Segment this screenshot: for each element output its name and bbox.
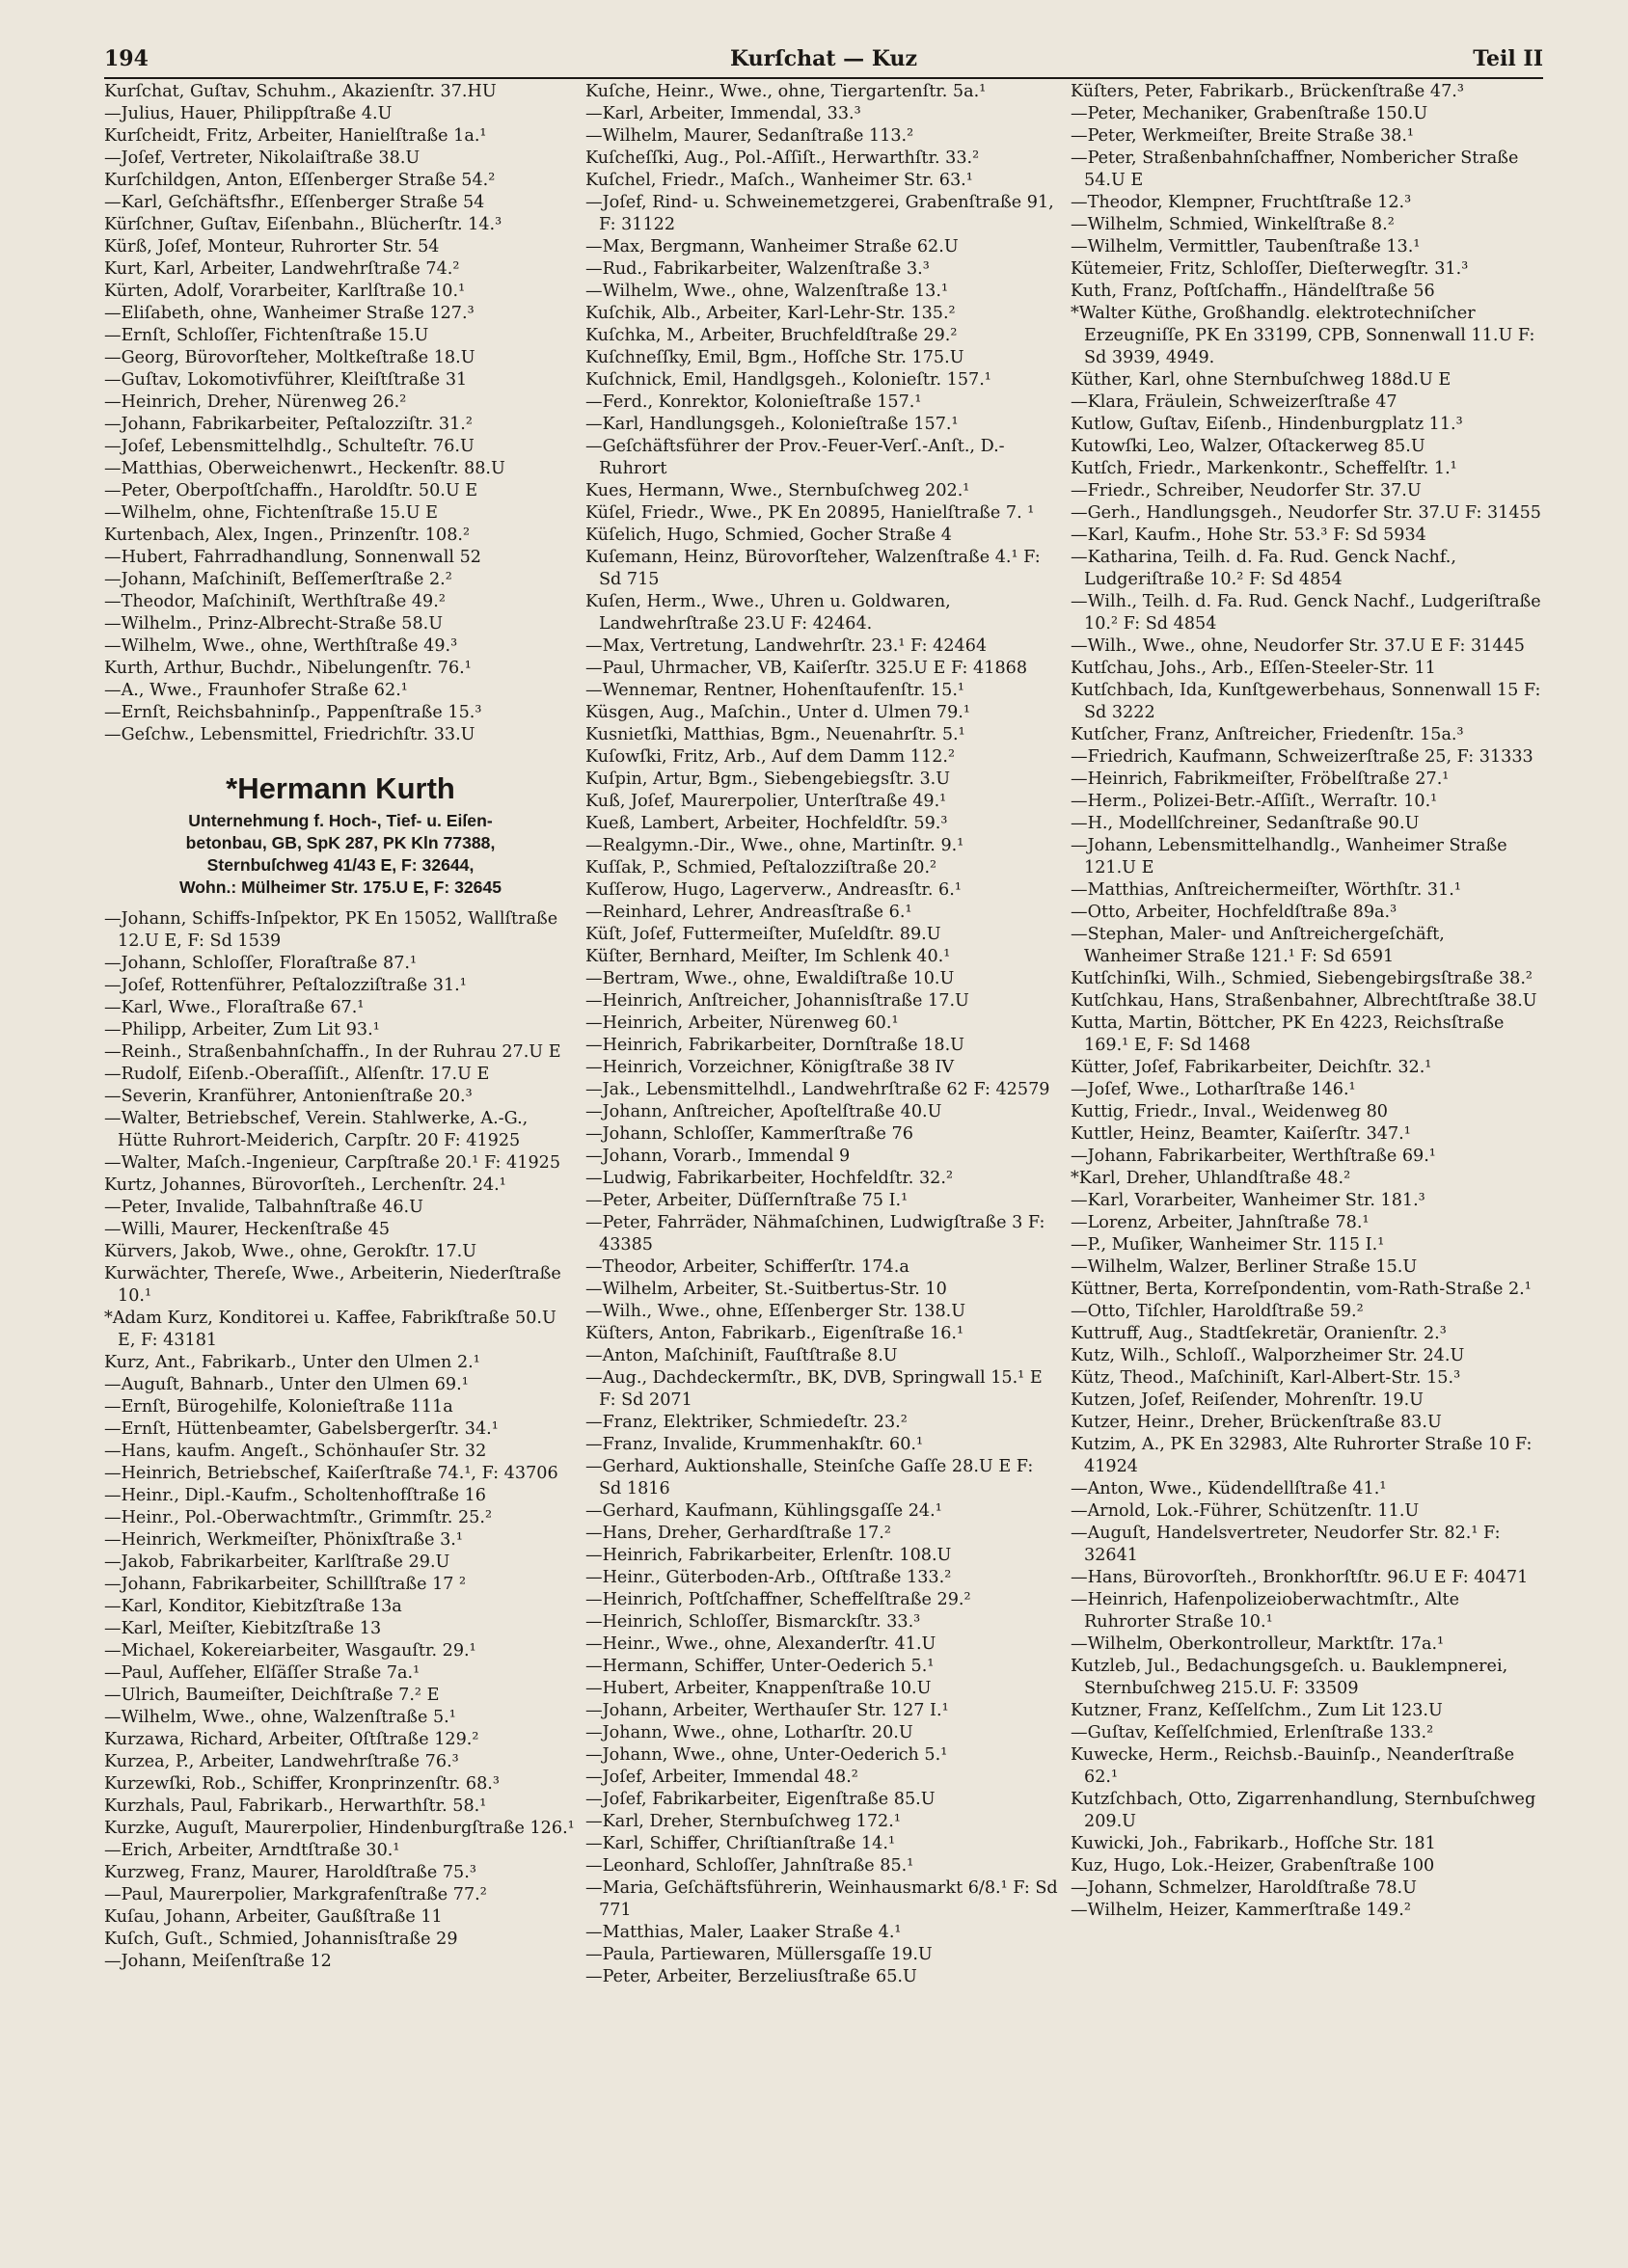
directory-entry: —Wilhelm, Arbeiter, St.-Suitbertus-Str. 10: [585, 1280, 947, 1299]
directory-entry: Kutſcher, Franz, Anſtreicher, Friedenſtr. 15a.³: [1071, 725, 1464, 744]
directory-entry: —Hermann, Schiffer, Unter-Oederich 5.¹: [585, 1657, 935, 1676]
directory-entry: —Paul, Aufſeher, Elſäſſer Straße 7a.¹: [104, 1663, 421, 1683]
directory-entry: Kürten, Adolf, Vorarbeiter, Karlſtraße 10.¹: [104, 282, 466, 301]
directory-entry: —Johann, Anſtreicher, Apoſtelſtraße 40.U: [585, 1102, 942, 1121]
directory-entry: Kuß, Joſef, Maurerpolier, Unterſtraße 49.¹: [585, 792, 947, 811]
directory-entry: —Heinrich, Hafenpolizeioberwachtmſtr., Alte Ruhrorter Straße 10.¹: [1071, 1590, 1460, 1632]
directory-entry: —Ulrich, Baumeiſter, Deichſtraße 7.² E: [104, 1686, 440, 1705]
directory-entry: Kurzhals, Paul, Fabrikarb., Herwarthſtr. 58.¹: [104, 1796, 487, 1816]
directory-entry: —Johann, Fabrikarbeiter, Werthſtraße 69.¹: [1071, 1147, 1436, 1166]
directory-entry: —Karl, Meiſter, Kiebitzſtraße 13: [104, 1619, 382, 1638]
directory-entry: —Matthias, Anſtreichermeiſter, Wörthſtr. 31.¹: [1071, 880, 1461, 900]
page-header: [104, 44, 1543, 79]
directory-entry: —Joſef, Rind- u. Schweinemetzgerei, Grabenſtraße 91, F: 31122: [585, 193, 1054, 234]
directory-entry: Kuttler, Heinz, Beamter, Kaiſerſtr. 347.¹: [1071, 1124, 1411, 1144]
directory-entry: —Heinr., Wwe., ohne, Alexanderſtr. 41.U: [585, 1634, 936, 1654]
directory-entry: —Ludwig, Fabrikarbeiter, Hochfeldſtr. 32.²: [585, 1169, 954, 1188]
directory-entry: —Karl, Vorarbeiter, Wanheimer Str. 181.³: [1071, 1191, 1425, 1210]
directory-entry: *Karl, Dreher, Uhlandſtraße 48.²: [1071, 1169, 1351, 1188]
directory-entry: —Auguſt, Handelsvertreter, Neudorfer Str. 82.¹ F: 32641: [1071, 1524, 1501, 1565]
directory-entry: —Joſef, Fabrikarbeiter, Eigenſtraße 85.U: [585, 1790, 936, 1809]
directory-entry: —Stephan, Maler- und Anſtreichergeſchäft, Wanheimer Straße 121.¹ F: Sd 6591: [1071, 925, 1445, 966]
directory-entry: —Willi, Maurer, Heckenſtraße 45: [104, 1220, 391, 1239]
directory-entry: —Rud., Fabrikarbeiter, Walzenſtraße 3.³: [585, 259, 930, 279]
directory-entry: —Ernſt, Bürogehilfe, Kolonieſtraße 111a: [104, 1397, 453, 1417]
directory-entry: —Wilhelm, Wwe., ohne, Walzenſtraße 5.¹: [104, 1708, 456, 1727]
directory-entry: —Otto, Arbeiter, Hochfeldſtraße 89a.³: [1071, 903, 1397, 922]
column-2: [585, 81, 1058, 2231]
directory-entry: —Wilhelm, Oberkontrolleur, Marktſtr. 17a.¹: [1071, 1634, 1445, 1654]
directory-entry: —Johann, Schloſſer, Kammerſtraße 76: [585, 1124, 913, 1144]
directory-entry: Kuwicki, Joh., Fabrikarb., Hofſche Str. 181: [1071, 1834, 1436, 1853]
directory-entry: —Severin, Kranführer, Antonienſtraße 20.³: [104, 1087, 473, 1106]
directory-entry: —Ernſt, Schloſſer, Fichtenſtraße 15.U: [104, 326, 429, 345]
directory-entry: —Klara, Fräulein, Schweizerſtraße 47: [1071, 392, 1397, 412]
directory-entry: —Geſchäftsführer der Prov.-Feuer-Verſ.-Anſt., D.-Ruhrort: [585, 437, 1005, 478]
directory-entry: Kuſch, Guſt., Schmied, Johannisſtraße 29: [104, 1930, 458, 1949]
directory-entry: —Heinrich, Arbeiter, Nürenweg 60.¹: [585, 1013, 899, 1033]
directory-entry: —Wilhelm, Wwe., ohne, Werthſtraße 49.³: [104, 636, 458, 656]
directory-entry: —A., Wwe., Fraunhofer Straße 62.¹: [104, 681, 408, 700]
directory-entry: Kutſchkau, Hans, Straßenbahner, Albrechtſtraße 38.U: [1071, 991, 1537, 1011]
directory-entry: Kusnietſki, Matthias, Bgm., Neuenahrſtr. 5.¹: [585, 725, 965, 744]
directory-entry: —Wilhelm, ohne, Fichtenſtraße 15.U E: [104, 503, 439, 523]
directory-entry: —Rudolf, Eiſenb.-Oberaſſiſt., Alſenſtr. 17.U E: [104, 1065, 490, 1084]
directory-entry: Kurzke, Auguſt, Maurerpolier, Hindenburgſtraße 126.¹: [104, 1819, 575, 1838]
directory-entry: —Heinrich, Fabrikarbeiter, Dornſtraße 18.U: [585, 1036, 965, 1055]
directory-part: Teil II: [1473, 46, 1543, 71]
directory-entry: Kutſchbach, Ida, Kunſtgewerbehaus, Sonnenwall 15 F: Sd 3222: [1071, 681, 1541, 722]
directory-entry: Küſelich, Hugo, Schmied, Gocher Straße 4: [585, 526, 952, 545]
directory-entry: —Hans, Bürovorſteh., Bronkhorſtſtr. 96.U E F: 40471: [1071, 1568, 1529, 1587]
directory-entry: —Wilhelm, Schmied, Winkelſtraße 8.²: [1071, 215, 1395, 234]
directory-entry: Küſel, Friedr., Wwe., PK En 20895, Hanielſtraße 7. ¹: [585, 503, 1035, 523]
directory-entry: —Matthias, Oberweichenwrt., Heckenſtr. 88.U: [104, 459, 505, 478]
advertisement-block: [104, 770, 577, 899]
directory-entry: —Friedr., Schreiber, Neudorfer Str. 37.U: [1071, 481, 1422, 500]
directory-entry: Kurz, Ant., Fabrikarb., Unter den Ulmen 2.¹: [104, 1353, 480, 1372]
directory-entry: Kurzawa, Richard, Arbeiter, Oſtſtraße 129.²: [104, 1730, 479, 1749]
directory-entry: —Joſef, Lebensmittelhdlg., Schulteſtr. 76.U: [104, 437, 475, 456]
directory-entry: —Reinh., Straßenbahnſchaffn., In der Ruhrau 27.U E: [104, 1042, 561, 1062]
directory-entry: Kurwächter, Thereſe, Wwe., Arbeiterin, Niederſtraße 10.¹: [104, 1264, 561, 1306]
directory-entry: —Wilh., Teilh. d. Fa. Rud. Genck Nachf., Ludgeriſtraße 10.² F: Sd 4854: [1071, 592, 1541, 634]
directory-entry: —Wilhelm, Maurer, Sedanſtraße 113.²: [585, 126, 914, 146]
directory-entry: Kuſowſki, Fritz, Arb., Auf dem Damm 112.²: [585, 747, 956, 767]
directory-entry: —Auguſt, Bahnarb., Unter den Ulmen 69.¹: [104, 1375, 469, 1394]
directory-entry: Kurzea, P., Arbeiter, Landwehrſtraße 76.³: [104, 1752, 459, 1771]
directory-entry: —Guſtav, Lokomotivführer, Kleiſtſtraße 31: [104, 370, 468, 390]
directory-entry: —Karl, Arbeiter, Immendal, 33.³: [585, 104, 861, 123]
directory-entry: —Johann, Wwe., ohne, Lotharſtr. 20.U: [585, 1723, 913, 1742]
directory-entry: Kutowſki, Leo, Walzer, Oſtackerweg 85.U: [1071, 437, 1425, 456]
directory-entry: —Peter, Straßenbahnſchaffner, Nombericher Straße 54.U E: [1071, 148, 1519, 190]
advertisement-line: Wohn.: Mülheimer Str. 175.U E, F: 32645: [178, 878, 502, 897]
directory-entry: —Heinrich, Dreher, Nürenweg 26.²: [104, 392, 407, 412]
directory-entry: —Maria, Geſchäftsführerin, Weinhausmarkt 6/8.¹ F: Sd 771: [585, 1878, 1058, 1920]
directory-entry: —Realgymn.-Dir., Wwe., ohne, Martinſtr. 9.¹: [585, 836, 964, 855]
directory-entry: Kutſch, Friedr., Markenkontr., Scheffelſtr. 1.¹: [1071, 459, 1457, 478]
directory-entry: —Friedrich, Kaufmann, Schweizerſtraße 25, F: 31333: [1071, 747, 1533, 767]
directory-entry: —Max, Bergmann, Wanheimer Straße 62.U: [585, 237, 959, 256]
directory-entry: —Peter, Invalide, Talbahnſtraße 46.U: [104, 1198, 423, 1217]
directory-entry: Küſters, Anton, Fabrikarb., Eigenſtraße 16.¹: [585, 1324, 964, 1343]
directory-entry: —Peter, Werkmeiſter, Breite Straße 38.¹: [1071, 126, 1414, 146]
directory-entry: Küttner, Berta, Korreſpondentin, vom-Rath-Straße 2.¹: [1071, 1280, 1532, 1299]
directory-entry: —Franz, Invalide, Krummenhakſtr. 60.¹: [585, 1435, 924, 1454]
directory-entry: Kutz, Wilh., Schloſſ., Walporzheimer Str. 24.U: [1071, 1346, 1465, 1365]
directory-entry: Kuttig, Friedr., Inval., Weidenweg 80: [1071, 1102, 1388, 1121]
directory-entry: Kuſchneſſky, Emil, Bgm., Hofſche Str. 175.U: [585, 348, 964, 367]
directory-entry: Kurſchildgen, Anton, Eſſenberger Straße 54.²: [104, 171, 496, 190]
directory-entry: —Arnold, Lok.-Führer, Schützenſtr. 11.U: [1071, 1501, 1420, 1521]
directory-entry: —Wilhelm., Prinz-Albrecht-Straße 58.U: [104, 614, 444, 634]
directory-entry: Kuſpin, Artur, Bgm., Siebengebiegsſtr. 3.U: [585, 770, 951, 789]
directory-entry: Kütemeier, Fritz, Schloſſer, Dieſterwegſtr. 31.³: [1071, 259, 1469, 279]
directory-entry: Kurt, Karl, Arbeiter, Landwehrſtraße 74.²: [104, 259, 460, 279]
directory-entry: —Johann, Fabrikarbeiter, Peſtalozziſtr. 31.²: [104, 415, 473, 434]
directory-entry: —Geſchw., Lebensmittel, Friedrichſtr. 33.U: [104, 725, 475, 744]
directory-entry: Küſter, Bernhard, Meiſter, Im Schlenk 40.¹: [585, 947, 951, 966]
directory-entry: —Hubert, Fahrradhandlung, Sonnenwall 52: [104, 548, 481, 567]
directory-entry: Kuth, Franz, Poſtſchaffn., Händelſtraße 56: [1071, 282, 1435, 301]
directory-entry: —Karl, Dreher, Sternbuſchweg 172.¹: [585, 1812, 901, 1831]
directory-entry: —Theodor, Maſchiniſt, Werthſtraße 49.²: [104, 592, 446, 611]
directory-entry: —Wilhelm, Vermittler, Taubenſtraße 13.¹: [1071, 237, 1421, 256]
directory-entry: —Ferd., Konrektor, Kolonieſtraße 157.¹: [585, 392, 922, 412]
directory-entry: Küſt, Joſef, Futtermeiſter, Muſeldſtr. 89.U: [585, 925, 941, 944]
directory-entry: —Heinrich, Vorzeichner, Königſtraße 38 IV: [585, 1058, 955, 1077]
directory-entry: —Joſef, Wwe., Lotharſtraße 146.¹: [1071, 1080, 1356, 1099]
directory-entry: Kurſcheidt, Fritz, Arbeiter, Hanielſtraße 1a.¹: [104, 126, 487, 146]
directory-entry: —P., Muſiker, Wanheimer Str. 115 I.¹: [1071, 1235, 1385, 1255]
directory-entry: —Wennemar, Rentner, Hohenſtaufenſtr. 15.¹: [585, 681, 964, 700]
directory-entry: Kues, Hermann, Wwe., Sternbuſchweg 202.¹: [585, 481, 970, 500]
directory-entry: —Paul, Uhrmacher, VB, Kaiſerſtr. 325.U E F: 41868: [585, 659, 1028, 678]
directory-entry: Kuwecke, Herm., Reichsb.-Bauinſp., Neanderſtraße 62.¹: [1071, 1745, 1515, 1787]
directory-entry: Kurtenbach, Alex, Ingen., Prinzenſtr. 108.²: [104, 526, 471, 545]
directory-entry: —Heinrich, Betriebschef, Kaiſerſtraße 74.¹, F: 43706: [104, 1464, 558, 1483]
directory-entry: Kürvers, Jakob, Wwe., ohne, Gerokſtr. 17.U: [104, 1242, 477, 1261]
column-1: [104, 81, 577, 2231]
directory-entry: Kutſchinſki, Wilh., Schmied, Siebengebirgsſtraße 38.²: [1071, 969, 1533, 988]
directory-entry: Kurzweg, Franz, Maurer, Haroldſtraße 75.³: [104, 1863, 476, 1882]
directory-entry: Kurſchat, Guſtav, Schuhm., Akazienſtr. 37.HU: [104, 82, 497, 101]
directory-entry: —Lorenz, Arbeiter, Jahnſtraße 78.¹: [1071, 1213, 1370, 1232]
directory-entry: —Leonhard, Schloſſer, Jahnſtraße 85.¹: [585, 1856, 914, 1876]
directory-entry: —Walter, Maſch.-Ingenieur, Carpſtraße 20.¹ F: 41925: [104, 1153, 561, 1173]
directory-entry: Kutzner, Franz, Keſſelſchm., Zum Lit 123.U: [1071, 1701, 1443, 1720]
directory-entry: Kutſchau, Johs., Arb., Eſſen-Steeler-Str. 11: [1071, 659, 1436, 678]
directory-entry: —Johann, Wwe., ohne, Unter-Oederich 5.¹: [585, 1745, 948, 1765]
directory-entry: *Walter Küthe, Großhandlg. elektrotechniſcher Erzeugniſſe, PK En 33199, CPB, Sonnenwall 11.U F: Sd 3939, 4949.: [1071, 304, 1535, 367]
directory-entry: —Gerh., Handlungsgeh., Neudorfer Str. 37.U F: 31455: [1071, 503, 1541, 523]
directory-entry: Kurth, Arthur, Buchdr., Nibelungenſtr. 76.¹: [104, 659, 472, 678]
directory-entry: —Bertram, Wwe., ohne, Ewaldiſtraße 10.U: [585, 969, 955, 988]
directory-entry: Küsgen, Aug., Maſchin., Unter d. Ulmen 79.¹: [585, 703, 970, 722]
directory-entry: —Heinr., Pol.-Oberwachtmſtr., Grimmſtr. 25.²: [104, 1508, 493, 1527]
directory-entry: —Peter, Mechaniker, Grabenſtraße 150.U: [1071, 104, 1428, 123]
directory-entry: —Johann, Fabrikarbeiter, Schillſtraße 17 ²: [104, 1575, 467, 1594]
directory-entry: Kuſcheſſki, Aug., Pol.-Aſſiſt., Herwarthſtr. 33.²: [585, 148, 980, 168]
directory-entry: —Ernſt, Hüttenbeamter, Gabelsbergerſtr. 34.¹: [104, 1419, 499, 1439]
directory-entry: Kutzim, A., PK En 32983, Alte Ruhrorter Straße 10 F: 41924: [1071, 1435, 1533, 1476]
directory-entry: —Johann, Maſchiniſt, Beſſemerſtraße 2.²: [104, 570, 452, 589]
directory-entry: —Peter, Arbeiter, Düſſernſtraße 75 I.¹: [585, 1191, 909, 1210]
directory-entry: —Franz, Elektriker, Schmiedeſtr. 23.²: [585, 1413, 908, 1432]
directory-entry: Kürſchner, Guſtav, Eiſenbahn., Blücherſtr. 14.³: [104, 215, 502, 234]
column-3: [1071, 81, 1543, 2231]
directory-entry: —Paula, Partiewaren, Müllersgaſſe 19.U: [585, 1945, 933, 1964]
directory-entry: —Katharina, Teilh. d. Fa. Rud. Genck Nachf., Ludgeriſtraße 10.² F: Sd 4854: [1071, 548, 1456, 589]
directory-entry: —Erich, Arbeiter, Arndtſtraße 30.¹: [104, 1841, 400, 1860]
name-range: Kurſchat — Kuz: [730, 46, 917, 71]
page-number: 194: [104, 46, 149, 71]
directory-entry: —Gerhard, Auktionshalle, Steinſche Gaſſe 28.U E F: Sd 1816: [585, 1457, 1034, 1498]
directory-entry: —Joſef, Arbeiter, Immendal 48.²: [585, 1768, 858, 1787]
advertisement-title: *Hermann Kurth: [226, 771, 455, 805]
directory-entry: —Joſef, Vertreter, Nikolaiſtraße 38.U: [104, 148, 421, 168]
directory-entry: —Karl, Wwe., Floraſtraße 67.¹: [104, 998, 365, 1017]
directory-entry: Kuſemann, Heinz, Bürovorſteher, Walzenſtraße 4.¹ F: Sd 715: [585, 548, 1041, 589]
directory-entry: —Anton, Wwe., Küdendellſtraße 41.¹: [1071, 1479, 1387, 1498]
directory-entry: Kütter, Joſef, Fabrikarbeiter, Deichſtr. 32.¹: [1071, 1058, 1432, 1077]
directory-entry: —Heinrich, Anſtreicher, Johannisſtraße 17.U: [585, 991, 969, 1011]
directory-entry: Kuſau, Johann, Arbeiter, Gaußſtraße 11: [104, 1907, 443, 1927]
directory-entry: Kuſen, Herm., Wwe., Uhren u. Goldwaren, Landwehrſtraße 23.U F: 42464.: [585, 592, 951, 634]
directory-entry: —Jakob, Fabrikarbeiter, Karlſtraße 29.U: [104, 1552, 450, 1572]
directory-entry: Küſters, Peter, Fabrikarb., Brückenſtraße 47.³: [1071, 82, 1464, 101]
directory-entry: Kutzen, Joſef, Reiſender, Mohrenſtr. 19.U: [1071, 1390, 1424, 1410]
directory-entry: Kuſſerow, Hugo, Lagerverw., Andreasſtr. 6.¹: [585, 880, 962, 900]
directory-entry: Kuſchka, M., Arbeiter, Bruchfeldſtraße 29.²: [585, 326, 958, 345]
directory-entry: —Wilhelm, Wwe., ohne, Walzenſtraße 13.¹: [585, 282, 948, 301]
directory-entry: Kuſche, Heinr., Wwe., ohne, Tiergartenſtr. 5a.¹: [585, 82, 987, 101]
directory-entry: —Matthias, Maler, Laaker Straße 4.¹: [585, 1923, 902, 1942]
directory-entry: —Aug., Dachdeckermſtr., BK, DVB, Springwall 15.¹ E F: Sd 2071: [585, 1368, 1043, 1410]
directory-entry: —Paul, Maurerpolier, Markgrafenſtraße 77.²: [104, 1885, 487, 1904]
directory-entry: —Anton, Maſchiniſt, Fauſtſtraße 8.U: [585, 1346, 898, 1365]
directory-entry: —Hans, Dreher, Gerhardſtraße 17.²: [585, 1524, 891, 1543]
directory-entry: Kutzſchbach, Otto, Zigarrenhandlung, Sternbuſchweg 209.U: [1071, 1790, 1536, 1831]
directory-entry: Kutlow, Guſtav, Eiſenb., Hindenburgplatz 11.³: [1071, 415, 1463, 434]
directory-entry: Küther, Karl, ohne Sternbuſchweg 188d.U E: [1071, 370, 1452, 390]
directory-entry: —Michael, Kokereiarbeiter, Wasgauſtr. 29.¹: [104, 1641, 476, 1660]
directory-entry: Kuſchik, Alb., Arbeiter, Karl-Lehr-Str. 135.²: [585, 304, 956, 323]
directory-entry: —Karl, Kaufm., Hohe Str. 53.³ F: Sd 5934: [1071, 526, 1426, 545]
directory-entry: —Peter, Fahrräder, Nähmaſchinen, Ludwigſtraße 3 F: 43385: [585, 1213, 1045, 1255]
directory-entry: —Hubert, Arbeiter, Knappenſtraße 10.U: [585, 1679, 932, 1698]
directory-entry: —Heinr., Güterboden-Arb., Oſtſtraße 133.²: [585, 1568, 952, 1587]
directory-entry: —Otto, Tiſchler, Haroldſtraße 59.²: [1071, 1302, 1364, 1321]
directory-entry: —Heinrich, Poſtſchaffner, Scheffelſtraße 29.²: [585, 1590, 971, 1609]
directory-entry: —Heinrich, Fabrikmeiſter, Fröbelſtraße 27.¹: [1071, 770, 1450, 789]
directory-entry: Kuſchel, Friedr., Maſch., Wanheimer Str. 63.¹: [585, 171, 973, 190]
directory-entry: Kuttruff, Aug., Stadtſekretär, Oranienſtr. 2.³: [1071, 1324, 1447, 1343]
directory-entry: Kutzleb, Jul., Bedachungsgeſch. u. Bauklempnerei, Sternbuſchweg 215.U. F: 33509: [1071, 1657, 1508, 1698]
directory-entry: Kutzer, Heinr., Dreher, Brückenſtraße 83.U: [1071, 1413, 1442, 1432]
directory-entry: —Karl, Handlungsgeh., Kolonieſtraße 157.¹: [585, 415, 959, 434]
directory-entry: —Theodor, Arbeiter, Schifferſtr. 174.a: [585, 1257, 909, 1277]
directory-entry: Kurtz, Johannes, Bürovorſteh., Lerchenſtr. 24.¹: [104, 1175, 506, 1195]
directory-entry: —Julius, Hauer, Philippſtraße 4.U: [104, 104, 393, 123]
directory-entry: —Reinhard, Lehrer, Andreasſtraße 6.¹: [585, 903, 912, 922]
directory-entry: —Gerhard, Kaufmann, Kühlingsgaſſe 24.¹: [585, 1501, 942, 1521]
directory-entry: —Johann, Vorarb., Immendal 9: [585, 1147, 851, 1166]
directory-entry: —Wilhelm, Heizer, Kammerſtraße 149.²: [1071, 1901, 1411, 1920]
directory-entry: —Philipp, Arbeiter, Zum Lit 93.¹: [104, 1020, 380, 1040]
directory-entry: —Wilh., Wwe., ohne, Eſſenberger Str. 138.U: [585, 1302, 966, 1321]
directory-entry: —Guſtav, Keſſelſchmied, Erlenſtraße 133.²: [1071, 1723, 1434, 1742]
advertisement-line: Sternbuſchweg 41/43 E, F: 32644,: [206, 855, 475, 875]
directory-entry: —Peter, Arbeiter, Berzeliusſtraße 65.U: [585, 1967, 917, 1986]
directory-entry: —Ernſt, Reichsbahninſp., Pappenſtraße 15.³: [104, 703, 482, 722]
directory-entry: —Eliſabeth, ohne, Wanheimer Straße 127.³: [104, 304, 475, 323]
directory-entry: —Johann, Schiffs-Inſpektor, PK En 15052, Wallſtraße 12.U E, F: Sd 1539: [104, 909, 558, 951]
directory-entry: Kurzewſki, Rob., Schiffer, Kronprinzenſtr. 68.³: [104, 1774, 500, 1794]
directory-entry: —Heinrich, Fabrikarbeiter, Erlenſtr. 108.U: [585, 1546, 952, 1565]
directory-entry: —Peter, Oberpoſtſchaffn., Haroldſtr. 50.U E: [104, 481, 478, 500]
directory-entry: —Johann, Schmelzer, Haroldſtraße 78.U: [1071, 1878, 1417, 1898]
directory-entry: —Wilhelm, Walzer, Berliner Straße 15.U: [1071, 1257, 1418, 1277]
directory-entry: Kueß, Lambert, Arbeiter, Hochfeldſtr. 59.³: [585, 814, 948, 833]
directory-entry: —Karl, Geſchäftsfhr., Eſſenberger Straße 54: [104, 193, 485, 212]
advertisement-line: Unternehmung f. Hoch-, Tief- u. Eiſen-: [188, 811, 493, 830]
directory-entry: —Walter, Betriebschef, Verein. Stahlwerke, A.-G., Hütte Ruhrort-Meiderich, Carpſtr. 20 F: 41925: [104, 1109, 529, 1150]
directory-entry: Kuſchnick, Emil, Handlgsgeh., Kolonieſtr. 157.¹: [585, 370, 991, 390]
directory-entry: Kürß, Joſef, Monteur, Ruhrorter Str. 54: [104, 237, 440, 256]
directory-entry: Kuſſak, P., Schmied, Peſtalozziſtraße 20.²: [585, 858, 937, 878]
directory-entry: *Adam Kurz, Konditorei u. Kaffee, Fabrikſtraße 50.U E, F: 43181: [104, 1309, 556, 1350]
directory-entry: —Karl, Konditor, Kiebitzſtraße 13a: [104, 1597, 402, 1616]
directory-entry: —Hans, kaufm. Angeſt., Schönhauſer Str. 32: [104, 1442, 487, 1461]
directory-entry: —Johann, Schloſſer, Floraſtraße 87.¹: [104, 954, 418, 973]
directory-entry: —Johann, Arbeiter, Werthauſer Str. 127 I.¹: [585, 1701, 949, 1720]
directory-entry: —Heinr., Dipl.-Kaufm., Scholtenhofſtraße 16: [104, 1486, 486, 1505]
directory-entry: —H., Modellſchreiner, Sedanſtraße 90.U: [1071, 814, 1420, 833]
directory-entry: —Karl, Schiffer, Chriſtianſtraße 14.¹: [585, 1834, 896, 1853]
directory-entry: Kütz, Theod., Maſchiniſt, Karl-Albert-Str. 15.³: [1071, 1368, 1461, 1388]
directory-entry: —Johann, Lebensmittelhandlg., Wanheimer Straße 121.U E: [1071, 836, 1507, 878]
directory-entry: Kuz, Hugo, Lok.-Heizer, Grabenſtraße 100: [1071, 1856, 1435, 1876]
directory-entry: —Joſef, Rottenführer, Peſtalozziſtraße 31.¹: [104, 976, 467, 995]
directory-entry: —Max, Vertretung, Landwehrſtr. 23.¹ F: 42464: [585, 636, 988, 656]
directory-entry: —Johann, Meiſenſtraße 12: [104, 1952, 332, 1971]
directory-entry: Kutta, Martin, Böttcher, PK En 4223, Reichsſtraße 169.¹ E, F: Sd 1468: [1071, 1013, 1505, 1055]
directory-entry: —Herm., Polizei-Betr.-Aſſiſt., Werraſtr. 10.¹: [1071, 792, 1438, 811]
advertisement-line: betonbau, GB, SpK 287, PK Kln 77388,: [185, 833, 496, 852]
directory-entry: —Heinrich, Schloſſer, Bismarckſtr. 33.³: [585, 1612, 921, 1632]
directory-entry: —Georg, Bürovorſteher, Moltkeſtraße 18.U: [104, 348, 475, 367]
directory-entry: —Wilh., Wwe., ohne, Neudorfer Str. 37.U E F: 31445: [1071, 636, 1525, 656]
directory-entry: —Heinrich, Werkmeiſter, Phönixſtraße 3.¹: [104, 1530, 463, 1550]
directory-entry: —Jak., Lebensmittelhdl., Landwehrſtraße 62 F: 42579: [585, 1080, 1050, 1099]
directory-entry: —Theodor, Klempner, Fruchtſtraße 12.³: [1071, 193, 1412, 212]
